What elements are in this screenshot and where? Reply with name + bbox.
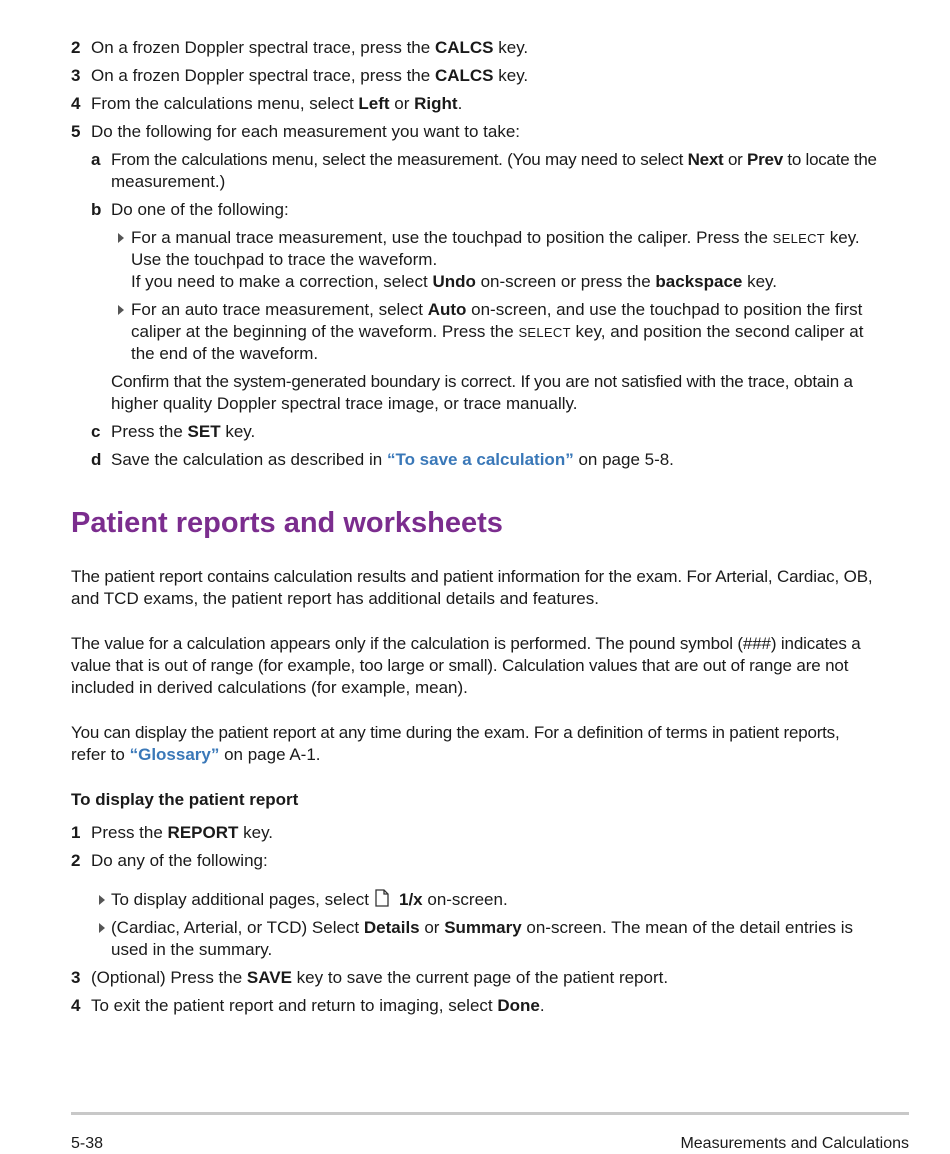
bullet-arrow-icon <box>99 923 105 933</box>
bullet-text: used in the summary. <box>111 940 273 959</box>
bullet-text: on-screen. <box>422 890 508 909</box>
key-name: 1/x <box>399 890 423 909</box>
step-text: key. <box>493 66 529 85</box>
chapter-title: Measurements and Calculations <box>680 1135 909 1152</box>
bullet-arrow-icon <box>99 895 105 905</box>
substep-text: key. <box>220 422 256 441</box>
paragraph-line: You can display the patient report at any time during the exam. For a definition of terms in patient reports, <box>71 723 840 742</box>
step-text: key. <box>238 823 274 842</box>
substep-text: Press the <box>111 422 188 441</box>
step-text: Do the following for each measurement you want to take: <box>91 122 521 141</box>
bullet-arrow-icon <box>118 233 124 243</box>
substep-text: From the calculations menu, select the measurement. (You may need to select <box>111 150 688 169</box>
option-prev: Prev <box>747 150 783 169</box>
step-number: 3 <box>71 66 81 85</box>
step-text: key to save the current page of the patient report. <box>291 968 669 987</box>
key-name: SET <box>187 422 221 441</box>
bullet-text: or <box>419 918 445 937</box>
key-name: SAVE <box>246 968 292 987</box>
step-text: key. <box>493 38 529 57</box>
step-number: 4 <box>71 94 81 113</box>
confirm-text: Confirm that the system-generated boundary is correct. If you are not satisfied with the trace, obtain a <box>111 372 853 391</box>
key-name: CALCS <box>434 66 494 85</box>
option-left: Left <box>358 94 390 113</box>
bullet-text: To display additional pages, select <box>111 890 369 909</box>
substep-text: Do one of the following: <box>111 200 289 219</box>
step-text: To exit the patient report and return to imaging, select <box>91 996 498 1015</box>
bullet-arrow-icon <box>118 305 124 315</box>
bullet-text: (Cardiac, Arterial, or TCD) Select <box>111 918 364 937</box>
page-icon <box>375 889 389 907</box>
bullet-text: caliper at the beginning of the waveform. Press the <box>131 322 519 341</box>
step-number: 2 <box>71 38 81 57</box>
paragraph-line: and TCD exams, the patient report has additional details and features. <box>71 589 599 608</box>
bullet-text: on-screen or press the <box>475 272 656 291</box>
step-text: . <box>457 94 463 113</box>
bullet-text: the end of the waveform. <box>131 344 319 363</box>
step-text: . <box>539 996 545 1015</box>
glossary-link[interactable]: “Glossary” <box>129 745 220 764</box>
option-right: Right <box>414 94 458 113</box>
substep-letter: a <box>91 150 101 169</box>
step-number: 4 <box>71 996 81 1015</box>
bullet-text: key. <box>825 228 860 247</box>
substep-text: or <box>723 150 748 169</box>
substep-text: on page 5-8. <box>573 450 674 469</box>
step-number: 2 <box>71 851 81 870</box>
step-text: Do any of the following: <box>91 851 268 870</box>
option-undo: Undo <box>432 272 476 291</box>
save-calculation-link[interactable]: “To save a calculation” <box>386 450 574 469</box>
bullet-text: key, and position the second caliper at <box>570 322 864 341</box>
procedure-title: To display the patient report <box>71 790 299 809</box>
step-text: On a frozen Doppler spectral trace, press the <box>91 66 435 85</box>
substep-letter: d <box>91 450 102 469</box>
page-number: 5-38 <box>71 1135 104 1152</box>
substep-text: to locate the <box>782 150 877 169</box>
step-number: 1 <box>71 823 81 842</box>
step-text: (Optional) Press the <box>91 968 247 987</box>
step-number: 3 <box>71 968 81 987</box>
section-title: Patient reports and worksheets <box>71 507 503 539</box>
substep-letter: b <box>91 200 102 219</box>
step-text: or <box>389 94 415 113</box>
substep-text: Save the calculation as described in <box>111 450 387 469</box>
option-auto: Auto <box>427 300 467 319</box>
key-name: REPORT <box>167 823 239 842</box>
bullet-text: If you need to make a correction, select <box>131 272 433 291</box>
option-details: Details <box>363 918 420 937</box>
footer-divider <box>71 1112 909 1115</box>
bullet-text: on-screen. The mean of the detail entries is <box>521 918 854 937</box>
bullet-text: For a manual trace measurement, use the touchpad to position the caliper. Press the <box>131 228 773 247</box>
bullet-text: Use the touchpad to trace the waveform. <box>131 250 438 269</box>
substep-letter: c <box>91 422 101 441</box>
paragraph-line: The patient report contains calculation results and patient information for the exam. For Arterial, Cardiac, OB, <box>71 567 873 586</box>
confirm-text: higher quality Doppler spectral trace image, or trace manually. <box>111 394 578 413</box>
key-name: SELECT <box>518 325 571 340</box>
paragraph-line: value that is out of range (for example, too large or small). Calculation values that are out of range are not <box>71 656 849 675</box>
step-text: On a frozen Doppler spectral trace, press the <box>91 38 435 57</box>
paragraph-line: refer to <box>71 745 130 764</box>
step-text: From the calculations menu, select <box>91 94 359 113</box>
key-name: backspace <box>655 272 743 291</box>
option-summary: Summary <box>444 918 522 937</box>
paragraph-line: on page A-1. <box>219 745 321 764</box>
key-name: SELECT <box>772 231 826 246</box>
bullet-text: key. <box>742 272 777 291</box>
bullet-text: For an auto trace measurement, select <box>131 300 428 319</box>
option-done: Done <box>497 996 540 1015</box>
substep-text: measurement.) <box>111 172 226 191</box>
paragraph-line: The value for a calculation appears only if the calculation is performed. The pound symbol (###) indicates a <box>71 634 861 653</box>
key-name: CALCS <box>434 38 494 57</box>
bullet-text: on-screen, and use the touchpad to position the first <box>466 300 863 319</box>
step-text: Press the <box>91 823 168 842</box>
step-number: 5 <box>71 122 81 141</box>
option-next: Next <box>687 150 724 169</box>
paragraph-line: included in derived calculations (for example, mean). <box>71 678 468 697</box>
